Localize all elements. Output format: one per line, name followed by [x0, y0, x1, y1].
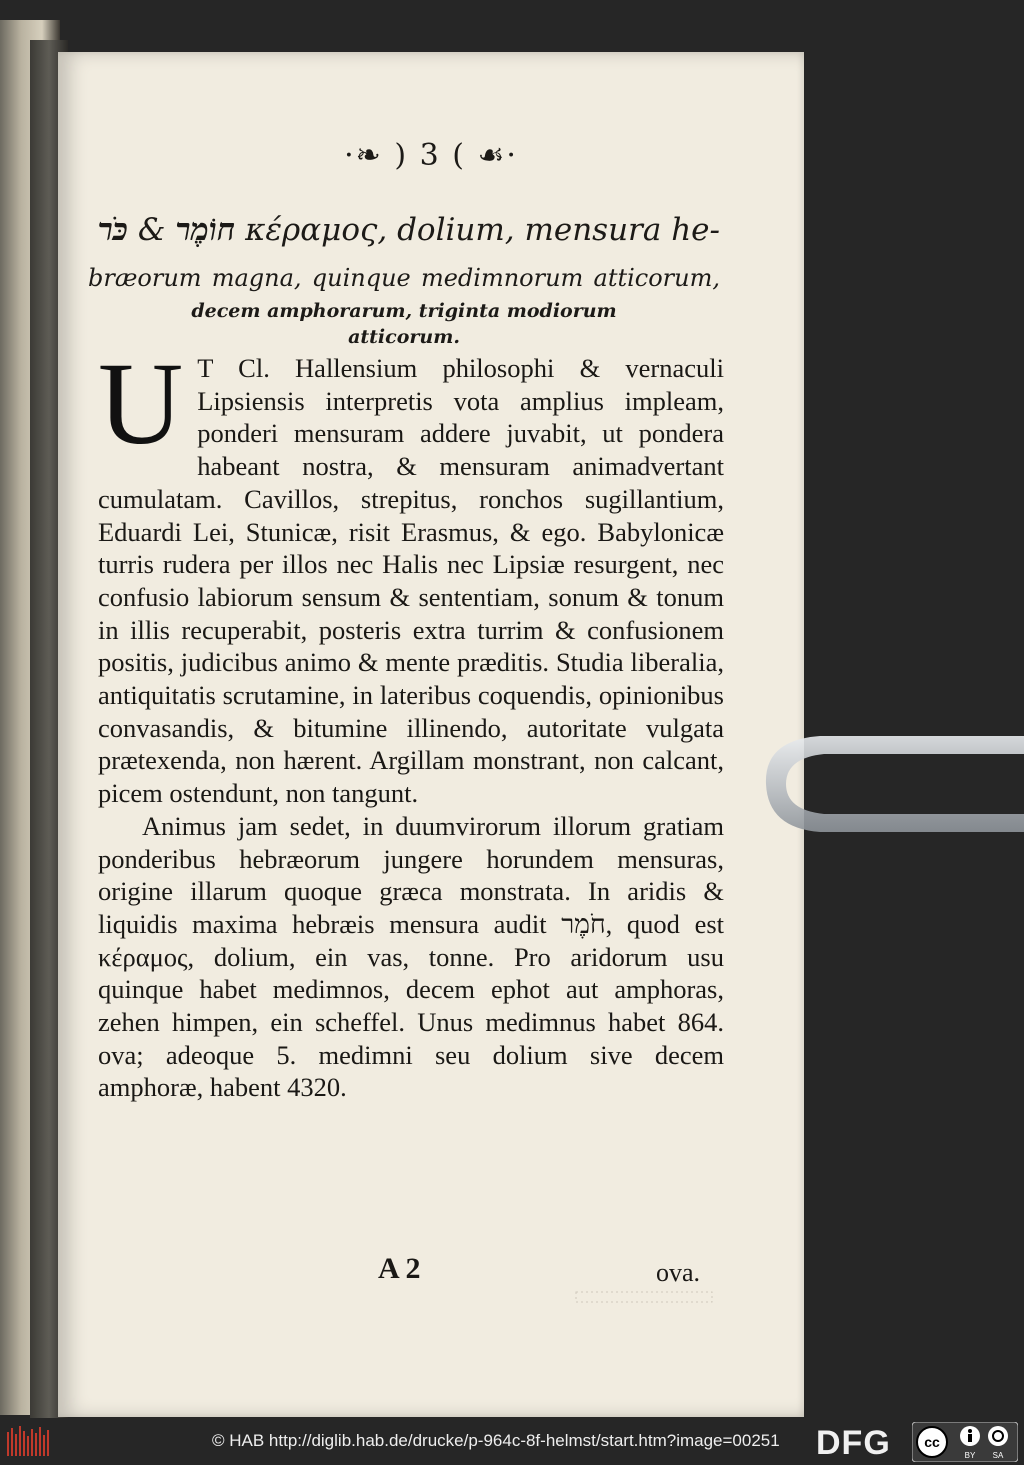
title-line-1-rest: κέραμος, dolium, mensura he- [245, 212, 720, 248]
title-line-4: atticorum. [348, 326, 460, 348]
svg-text:cc: cc [924, 1434, 940, 1450]
footer-credit-link[interactable]: © HAB http://diglib.hab.de/drucke/p-964c-8f-helmst/start.htm?image=00251 [212, 1431, 780, 1450]
document-page [58, 52, 804, 1417]
title-line-3: decem amphorarum, triginta modiorum [191, 300, 617, 322]
paragraph-2: Animus jam sedet, in duumvirorum illorum gratiam ponderibus hebræorum jungere horundem mensuras, origine illarum quoque græca monstrata. In aridis & liquidis maxima hebræis mensura audit חֹמֶר, quod est κέραμος, dolium, ein vas, tonne. Pro aridorum usu quinque habet medimnos, decem ephot aut amphoras, zehen himpen, ein scheffel. Unus medimnus habet 864. ova; adeoque 5. medimni seu dolium sive decem amphoræ, habent 4320. [98, 810, 725, 1103]
page-header-text: ·❧ ) 3 ( ☙· [344, 138, 518, 173]
page-clip-icon [760, 736, 1024, 832]
paragraph-1-text: T Cl. Hallensium philosophi & vernaculi Lipsiensis interpretis vota amplius impleam, ponderi mensuram addere juvabit, ut pondera habeant nostra, & mensuram animadvertant cumulatam. Cavillos, strepitus, ronchos sugillantium, Eduardi Lei, Stunicæ, risit Erasmus, & ego. Babylonicæ turris rudera per illos nec Halis nec Lipsiæ resurgent, nec confusio labiorum sensum & sententiam, sonum & tonum in illis recuperabit, posteris extra turrim & confusionem positis, judicibus animo & mente præditis. Studia liberalia, antiquitatis scrutamine, in lateribus coquendis, opinionibus convasandis, & bitumine illinendo, autoritate vulgata prætexenda, non hærent. Argillam monstrant, non calcant, picem ostendunt, non tangunt. [98, 353, 724, 809]
body-text [98, 338, 725, 1131]
title-hebrew-kor: כֹּר [97, 212, 128, 248]
title-ampersand: & [137, 212, 166, 248]
cc-license-icon[interactable] [912, 1422, 1018, 1462]
svg-text:SA: SA [992, 1451, 1004, 1460]
title-line-2: bræorum magna, quinque medimnorum atticorum, [88, 264, 720, 292]
library-stamp-icon [574, 1288, 714, 1306]
paragraph-1 [98, 338, 724, 810]
svg-text:BY: BY [964, 1451, 976, 1460]
drop-cap: U [98, 338, 184, 469]
hab-barcode-icon [6, 1426, 50, 1456]
catchword: ova. [656, 1258, 701, 1287]
dfg-logo: DFG [816, 1424, 891, 1462]
page-header [58, 138, 804, 173]
viewer-footer [0, 1418, 1024, 1465]
signature-mark: A 2 [378, 1252, 421, 1285]
title-hebrew-homer: חוֹמֶר [175, 212, 236, 248]
title-line-1 [88, 212, 720, 248]
